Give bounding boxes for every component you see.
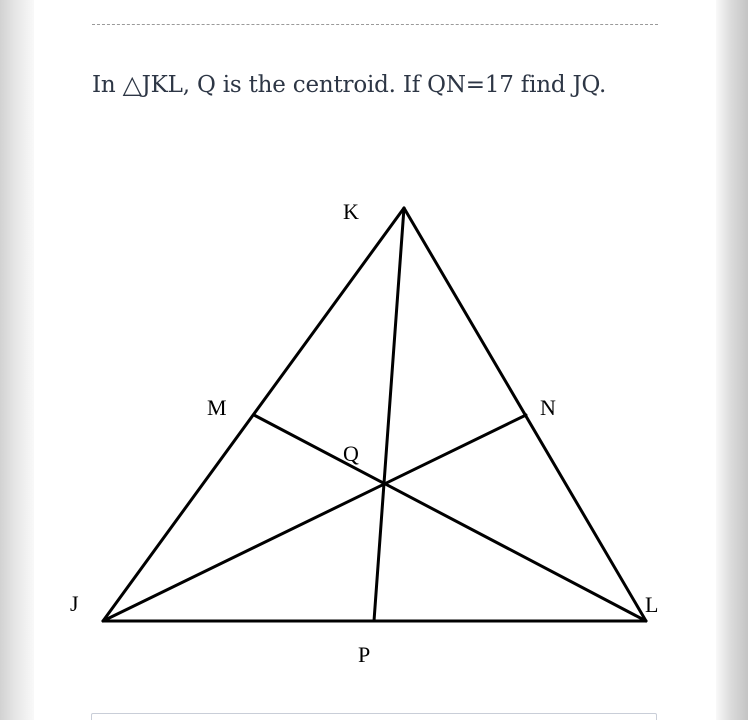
median-kp (374, 208, 404, 621)
label-p: P (358, 642, 371, 667)
label-j: J (70, 591, 79, 616)
label-l: L (645, 592, 659, 617)
label-q: Q (343, 441, 359, 466)
label-m: M (207, 395, 227, 420)
answer-input[interactable] (91, 713, 657, 720)
label-n: N (540, 395, 556, 420)
triangle-symbol: △ (122, 70, 142, 99)
question-rest: JKL, Q is the centroid. If QN=17 find JQ. (141, 72, 607, 98)
question-prefix: In (92, 72, 123, 98)
label-k: K (343, 199, 359, 224)
